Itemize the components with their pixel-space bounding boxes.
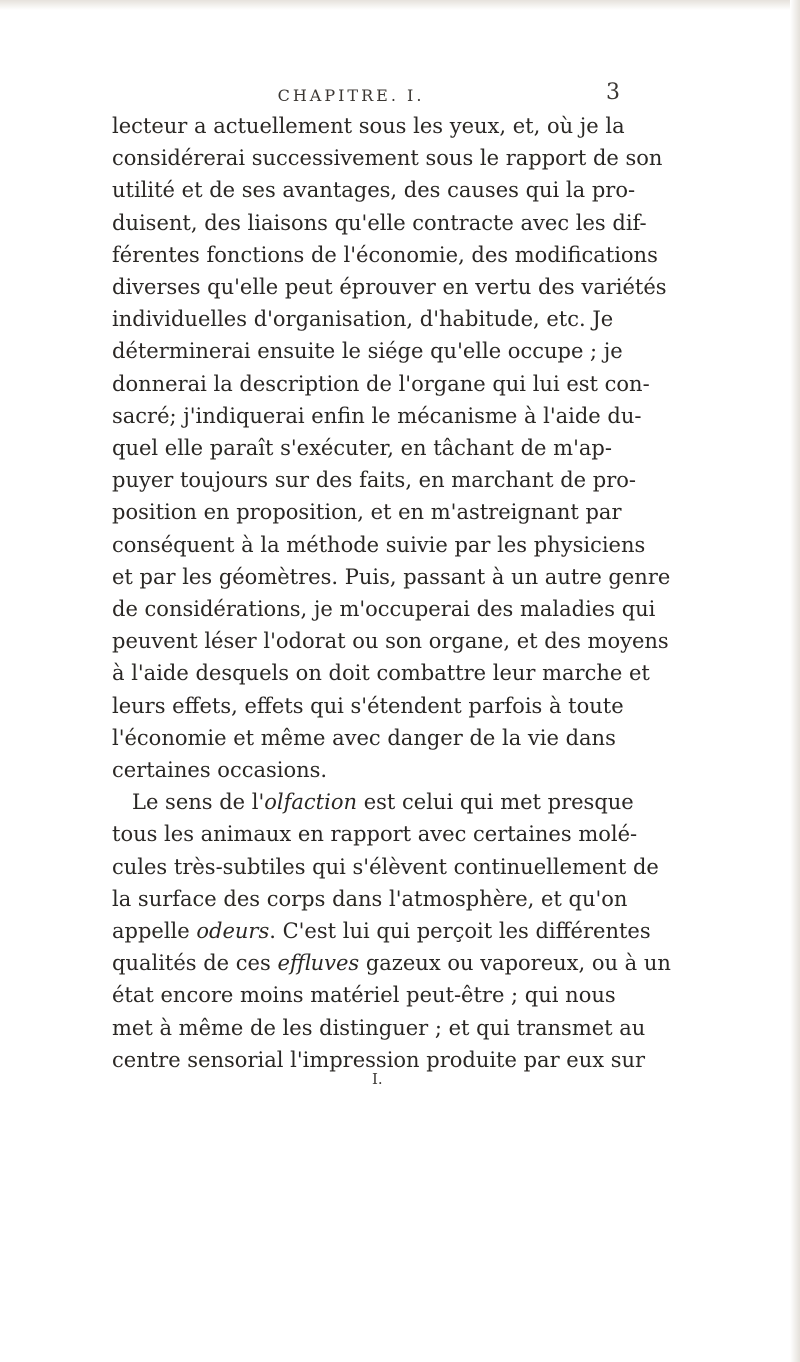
page-edge-shadow-right bbox=[790, 0, 800, 1362]
italic-term: effluves bbox=[277, 951, 360, 976]
text-line: conséquent à la méthode suivie par les physiciens bbox=[112, 532, 646, 557]
page-number: 3 bbox=[606, 80, 620, 105]
text-line: à l'aide desquels on doit combattre leur marche et bbox=[112, 661, 650, 686]
text-line: met à même de les distinguer ; et qui transmet au bbox=[112, 1015, 646, 1040]
text-line: donnerai la description de l'organe qui lui est con- bbox=[112, 371, 650, 396]
text-fragment: Le sens de l' bbox=[132, 790, 265, 815]
text-line bbox=[112, 947, 671, 979]
signature-mark: I. bbox=[372, 1070, 383, 1088]
text-fragment: qualités de ces bbox=[112, 951, 278, 976]
italic-term: olfaction bbox=[264, 790, 358, 815]
text-fragment: est celui qui met presque bbox=[357, 790, 634, 815]
text-line: utilité et de ses avantages, des causes qui la pro- bbox=[112, 178, 636, 203]
text-line: individuelles d'organisation, d'habitude, etc. Je bbox=[112, 307, 614, 332]
text-fragment: gazeux ou vaporeux, ou à un bbox=[359, 951, 671, 976]
text-line: tous les animaux en rapport avec certaines molé- bbox=[112, 822, 638, 847]
text-line: cules très-subtiles qui s'élèvent continuellement de bbox=[112, 854, 659, 879]
body-text bbox=[112, 110, 671, 1076]
text-line: centre sensorial l'impression produite par eux sur bbox=[112, 1047, 646, 1072]
text-line: position en proposition, et en m'astreignant par bbox=[112, 500, 622, 525]
running-head: CHAPITRE. I. bbox=[277, 86, 425, 105]
text-line: déterminerai ensuite le siége qu'elle occupe ; je bbox=[112, 339, 623, 364]
text-line: état encore moins matériel peut-être ; qui nous bbox=[112, 983, 616, 1008]
text-line: l'économie et même avec danger de la vie dans bbox=[112, 725, 616, 750]
text-line: puyer toujours sur des faits, en marchant de pro- bbox=[112, 468, 636, 493]
text-line: et par les géomètres. Puis, passant à un autre genre bbox=[112, 564, 671, 589]
text-line bbox=[112, 915, 651, 947]
text-line: de considérations, je m'occuperai des maladies qui bbox=[112, 597, 656, 622]
text-line bbox=[112, 786, 634, 818]
italic-term: odeurs bbox=[196, 919, 270, 944]
text-line: quel elle paraît s'exécuter, en tâchant de m'ap- bbox=[112, 436, 612, 461]
text-fragment: . C'est lui qui perçoit les différentes bbox=[269, 919, 651, 944]
text-line: leurs effets, effets qui s'étendent parfois à toute bbox=[112, 693, 624, 718]
text-line: diverses qu'elle peut éprouver en vertu des variétés bbox=[112, 275, 667, 300]
text-line: la surface des corps dans l'atmosphère, et qu'on bbox=[112, 886, 628, 911]
text-line: peuvent léser l'odorat ou son organe, et des moyens bbox=[112, 629, 669, 654]
text-line: lecteur a actuellement sous les yeux, et, où je la bbox=[112, 114, 625, 138]
text-line: duisent, des liaisons qu'elle contracte avec les dif- bbox=[112, 210, 647, 235]
page-edge-shadow bbox=[0, 0, 800, 10]
text-line: férentes fonctions de l'économie, des modifications bbox=[112, 242, 658, 267]
text-line: considérerai successivement sous le rapport de son bbox=[112, 146, 663, 171]
text-fragment: appelle bbox=[112, 919, 197, 944]
text-line: certaines occasions. bbox=[112, 758, 328, 783]
text-line: sacré; j'indiquerai enfin le mécanisme à l'aide du- bbox=[112, 403, 642, 428]
